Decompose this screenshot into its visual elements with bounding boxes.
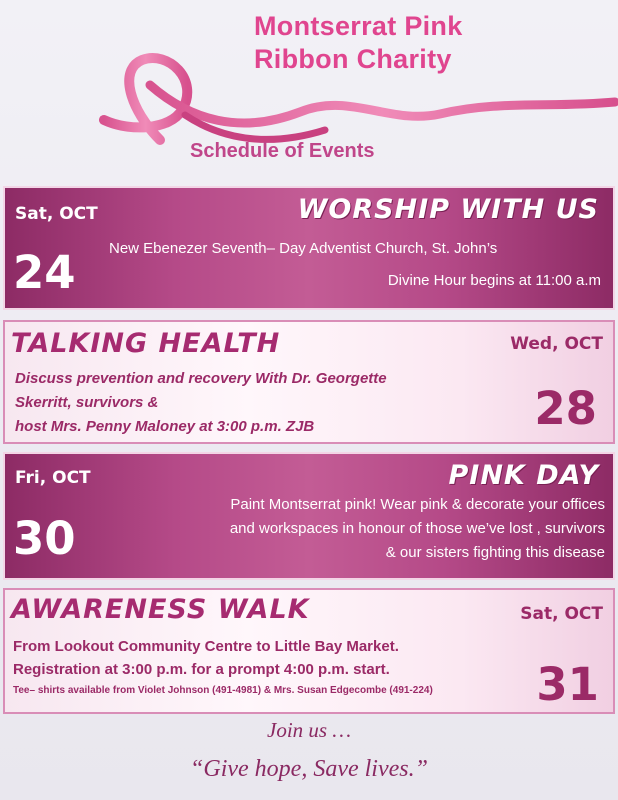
event-day: Wed, OCT (510, 334, 603, 354)
event-detail-line: Tee– shirts available from Violet Johnson (491-4981) & Mrs. Susan Edgecombe (491-224) (13, 685, 433, 696)
event-title: PINK DAY (448, 460, 599, 491)
event-detail-line: From Lookout Community Centre to Little Bay Market. (13, 638, 399, 655)
event-card-worship (3, 186, 615, 310)
event-date: 24 (13, 246, 76, 299)
title-line-1: Montserrat Pink (254, 11, 463, 41)
event-detail-line: Skerritt, survivors & (15, 394, 159, 411)
event-detail-line: host Mrs. Penny Maloney at 3:00 p.m. ZJB (15, 418, 315, 435)
page-title (254, 10, 463, 76)
event-title: AWARENESS WALK (11, 594, 310, 625)
event-detail-line: Paint Montserrat pink! Wear pink & decorate your offices (230, 496, 605, 513)
event-title: TALKING HEALTH (11, 328, 281, 359)
event-detail-line: Registration at 3:00 p.m. for a prompt 4:00 p.m. start. (13, 661, 390, 678)
event-day: Sat, OCT (520, 604, 603, 624)
event-detail-line: New Ebenezer Seventh– Day Adventist Church, St. John’s (109, 240, 498, 257)
event-date: 30 (13, 512, 76, 565)
event-detail-line: and workspaces in honour of those we’ve lost , survivors (229, 520, 605, 537)
event-day: Sat, OCT (15, 204, 98, 224)
event-day: Fri, OCT (15, 468, 91, 488)
event-card-talking-health (3, 320, 615, 444)
event-date: 28 (534, 382, 597, 435)
footer-slogan: “Give hope, Save lives.” (190, 756, 428, 782)
event-card-pink-day (3, 452, 615, 580)
event-card-awareness-walk (3, 588, 615, 714)
title-line-2: Ribbon Charity (254, 44, 452, 74)
header (0, 0, 618, 180)
event-date: 31 (536, 658, 599, 711)
event-detail-line: & our sisters fighting this disease (385, 544, 605, 561)
footer-join: Join us … (267, 718, 351, 742)
page-subtitle: Schedule of Events (190, 140, 375, 162)
event-title: WORSHIP WITH US (297, 194, 599, 225)
event-detail-line: Discuss prevention and recovery With Dr. Georgette (15, 370, 387, 387)
event-detail-line: Divine Hour begins at 11:00 a.m (387, 272, 601, 289)
